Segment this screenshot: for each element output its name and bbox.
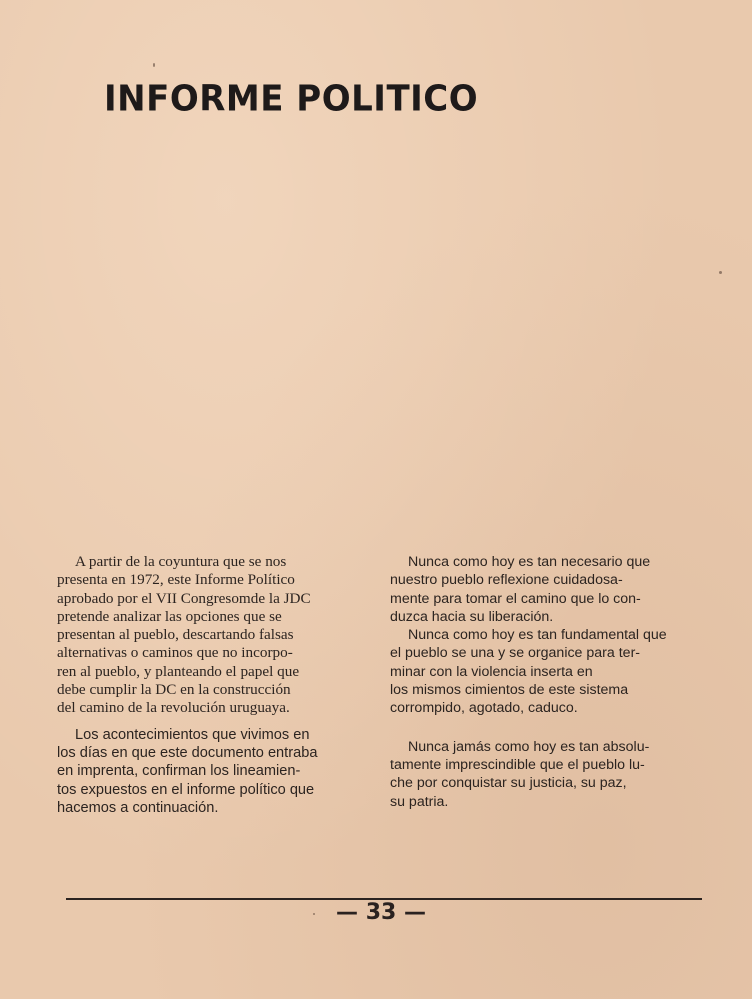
left-paragraph-1: A partir de la coyuntura que se nos presenta en 1972, este Informe Político aprobado por el VII Congresomde la JDC pretende analizar las opciones que se presentan al pueblo, descartando falsas alternativas o caminos que no incorpo- ren al pueblo, y planteando el papel que debe cumplir la DC en la construcción del camino de la revolución uruguaya. (57, 553, 311, 717)
paper-speck (719, 271, 722, 274)
paper-speck (153, 63, 155, 67)
document-title: INFORME POLITICO (104, 78, 479, 120)
left-column (57, 553, 371, 817)
right-column (390, 553, 690, 811)
right-paragraph-3: Nunca jamás como hoy es tan absolu- tamente imprescindible que el pueblo lu- che por conquistar su justicia, su paz, su patria. (390, 738, 650, 810)
left-paragraph-2: Los acontecimientos que vivimos en los días en que este documento entraba en imprenta, confirman los lineamien- tos expuestos en el informe político que hacemos a continuación. (57, 726, 318, 816)
page-number: — 33 — (336, 900, 426, 925)
right-paragraph-1: Nunca como hoy es tan necesario que nuestro pueblo reflexione cuidadosa- mente para tomar el camino que lo con- duzca hacia su liberación. (390, 554, 651, 625)
right-paragraph-2: Nunca como hoy es tan fundamental que el pueblo se una y se organice para ter- minar con la violencia inserta en los mismos cimientos de este sistema corrompido, agotado, caduco. (390, 627, 667, 717)
paper-speck (313, 913, 315, 915)
